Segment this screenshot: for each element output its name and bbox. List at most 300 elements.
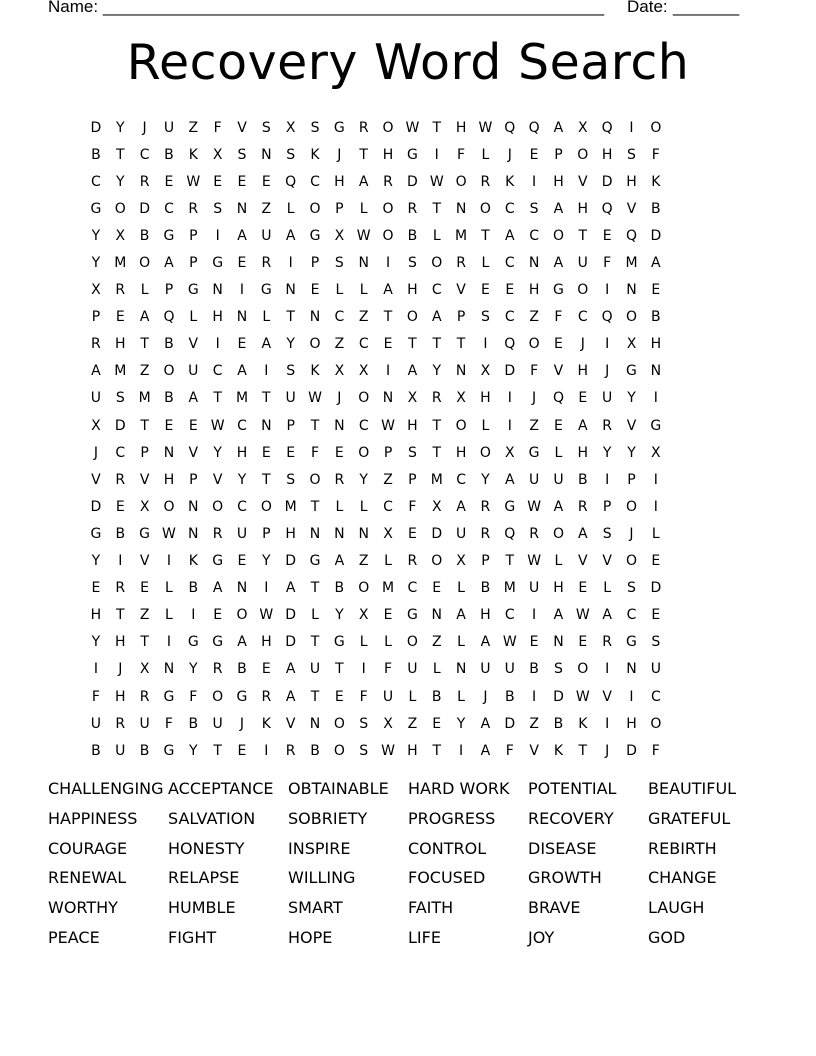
grid-letter: S: [627, 146, 637, 163]
grid-letter: U: [90, 715, 102, 732]
grid-letter: T: [140, 336, 150, 353]
grid-letter: H: [553, 173, 565, 190]
grid-letter: T: [140, 634, 150, 651]
grid-letter: E: [505, 282, 515, 299]
grid-letter: A: [480, 715, 491, 732]
grid-letter: C: [407, 580, 418, 597]
grid-letter: T: [213, 390, 223, 407]
grid-letter: A: [602, 607, 613, 624]
grid-letter: H: [480, 607, 492, 624]
grid-row: [84, 548, 732, 575]
grid-letter: S: [407, 444, 418, 461]
grid-letter: D: [285, 607, 297, 624]
grid-letter: G: [236, 688, 248, 705]
grid-letter: L: [286, 200, 296, 217]
grid-letter: B: [407, 227, 418, 244]
grid-letter: L: [554, 444, 563, 461]
grid-letter: P: [310, 255, 320, 272]
grid-letter: C: [383, 498, 394, 515]
grid-letter: Y: [91, 553, 101, 570]
grid-letter: T: [408, 336, 418, 353]
grid-letter: O: [309, 200, 322, 217]
grid-letter: H: [407, 282, 419, 299]
grid-letter: O: [309, 336, 322, 353]
word-list-item: SOBRIETY: [288, 808, 368, 828]
grid-letter: S: [627, 580, 637, 597]
grid-letter: E: [334, 444, 345, 461]
grid-letter: A: [358, 173, 369, 190]
grid-letter: B: [431, 688, 443, 705]
grid-letter: O: [625, 553, 638, 570]
grid-letter: P: [140, 444, 150, 461]
grid-letter: B: [139, 742, 150, 759]
grid-letter: M: [138, 390, 152, 407]
grid-letter: E: [432, 715, 442, 732]
grid-letter: H: [163, 471, 175, 488]
grid-letter: I: [191, 607, 196, 624]
grid-letter: W: [405, 119, 420, 136]
grid-letter: H: [115, 336, 127, 353]
grid-letter: A: [578, 525, 589, 542]
grid-letter: E: [164, 417, 174, 434]
grid-letter: H: [115, 688, 127, 705]
grid-letter: O: [260, 498, 273, 515]
grid-letter: Y: [432, 363, 442, 380]
grid-letter: G: [406, 146, 419, 163]
grid-row: [84, 385, 732, 412]
grid-letter: U: [528, 471, 540, 488]
grid-letter: I: [605, 471, 610, 488]
word-list-item: JOY: [528, 927, 555, 947]
grid-letter: B: [139, 227, 150, 244]
word-list-item: LIFE: [408, 927, 441, 947]
grid-letter: Y: [262, 553, 272, 570]
grid-letter: P: [456, 309, 466, 326]
grid-letter: K: [310, 146, 321, 163]
grid-letter: K: [310, 363, 321, 380]
grid-letter: O: [114, 200, 127, 217]
word-list-item: COURAGE: [48, 838, 128, 858]
grid-letter: X: [504, 444, 516, 461]
grid-letter: T: [456, 336, 466, 353]
grid-letter: W: [527, 553, 542, 570]
grid-letter: L: [384, 634, 393, 651]
grid-letter: R: [139, 173, 150, 190]
grid-letter: N: [261, 417, 273, 434]
grid-letter: I: [459, 742, 464, 759]
grid-letter: R: [383, 173, 394, 190]
grid-letter: Y: [189, 661, 199, 678]
grid-letter: T: [140, 417, 150, 434]
grid-letter: O: [650, 119, 662, 136]
grid-letter: B: [237, 661, 248, 678]
grid-letter: V: [91, 471, 102, 488]
grid-letter: E: [237, 553, 247, 570]
grid-letter: A: [285, 227, 296, 244]
grid-letter: L: [335, 498, 344, 515]
grid-letter: Z: [261, 200, 272, 217]
grid-letter: A: [578, 417, 589, 434]
grid-letter: H: [626, 715, 638, 732]
grid-letter: N: [334, 417, 346, 434]
grid-letter: N: [309, 715, 321, 732]
grid-letter: E: [237, 742, 247, 759]
grid-letter: U: [188, 363, 199, 380]
grid-letter: H: [528, 282, 540, 299]
grid-letter: N: [626, 661, 638, 678]
grid-letter: O: [552, 227, 565, 244]
grid-letter: G: [309, 553, 321, 570]
grid-letter: E: [602, 227, 613, 244]
grid-letter: B: [651, 309, 662, 326]
grid-letter: N: [163, 661, 175, 678]
grid-letter: S: [359, 742, 369, 759]
grid-letter: A: [431, 309, 443, 326]
grid-row: [84, 304, 732, 331]
grid-letter: E: [261, 173, 272, 190]
grid-letter: E: [651, 607, 661, 624]
grid-letter: O: [479, 200, 492, 217]
grid-letter: L: [457, 634, 466, 651]
grid-letter: G: [187, 634, 200, 651]
grid-letter: Y: [359, 471, 369, 488]
grid-letter: A: [188, 390, 199, 407]
grid-letter: I: [288, 255, 294, 272]
grid-letter: E: [334, 688, 345, 705]
grid-letter: C: [529, 227, 540, 244]
grid-letter: O: [382, 227, 395, 244]
grid-letter: D: [90, 119, 102, 136]
grid-letter: T: [432, 742, 442, 759]
grid-letter: C: [504, 200, 516, 217]
grid-letter: C: [358, 336, 370, 353]
grid-letter: P: [335, 200, 345, 217]
word-list-item: HUMBLE: [168, 898, 236, 918]
grid-letter: R: [358, 119, 370, 136]
grid-letter: F: [359, 688, 369, 705]
grid-letter: J: [507, 146, 513, 163]
grid-letter: N: [236, 200, 248, 217]
grid-row: [84, 331, 732, 358]
grid-letter: F: [164, 715, 174, 732]
date-blank-line: _______: [673, 0, 740, 16]
grid-letter: L: [262, 309, 271, 326]
grid-letter: A: [383, 282, 394, 299]
grid-letter: B: [188, 715, 199, 732]
grid-letter: X: [456, 390, 467, 407]
word-list-item: GRATEFUL: [648, 808, 731, 828]
grid-letter: A: [456, 607, 467, 624]
grid-letter: L: [165, 580, 174, 597]
grid-letter: Q: [552, 390, 565, 407]
grid-letter: C: [504, 607, 516, 624]
grid-letter: L: [335, 282, 344, 299]
grid-letter: X: [358, 607, 369, 624]
grid-letter: Z: [139, 607, 150, 624]
grid-letter: B: [577, 471, 589, 488]
grid-letter: R: [602, 634, 613, 651]
grid-letter: C: [237, 417, 248, 434]
grid-letter: Q: [528, 119, 541, 136]
word-list-item: FIGHT: [168, 927, 217, 947]
grid-letter: T: [359, 146, 369, 163]
grid-letter: G: [626, 634, 638, 651]
grid-letter: H: [115, 634, 127, 651]
grid-letter: J: [337, 146, 342, 163]
grid-letter: E: [578, 634, 588, 651]
grid-letter: O: [455, 173, 468, 190]
grid-letter: A: [553, 498, 564, 515]
word-list-item: CONTROL: [408, 838, 487, 858]
grid-letter: L: [165, 607, 174, 624]
grid-letter: E: [651, 553, 661, 570]
grid-letter: Y: [91, 255, 101, 272]
grid-letter: T: [383, 309, 393, 326]
grid-letter: Y: [481, 471, 491, 488]
grid-letter: U: [528, 580, 540, 597]
grid-letter: V: [602, 688, 613, 705]
word-list-item: ACCEPTANCE: [168, 779, 274, 798]
grid-letter: Y: [115, 173, 126, 190]
grid-letter: L: [408, 688, 417, 705]
grid-letter: T: [286, 309, 296, 326]
grid-row: [84, 222, 732, 249]
grid-letter: T: [213, 742, 223, 759]
grid-letter: R: [212, 525, 223, 542]
grid-letter: W: [259, 607, 274, 624]
grid-letter: G: [406, 607, 419, 624]
grid-letter: E: [578, 580, 588, 597]
grid-row: [84, 249, 732, 276]
grid-letter: B: [91, 742, 102, 759]
grid-letter: K: [261, 715, 272, 732]
grid-letter: Y: [213, 444, 223, 461]
grid-letter: R: [285, 742, 297, 759]
grid-row: [84, 683, 732, 710]
grid-letter: V: [602, 553, 613, 570]
grid-letter: O: [577, 661, 589, 678]
grid-letter: Y: [627, 444, 637, 461]
grid-letter: H: [236, 444, 248, 461]
word-list-item: DISEASE: [528, 838, 597, 858]
grid-letter: B: [310, 742, 321, 759]
grid-letter: Y: [91, 227, 101, 244]
grid-letter: X: [383, 715, 394, 732]
grid-letter: T: [432, 336, 442, 353]
grid-letter: L: [603, 580, 612, 597]
grid-letter: I: [166, 634, 172, 651]
word-list-item: GOD: [648, 927, 686, 947]
grid-letter: T: [432, 200, 442, 217]
grid-letter: O: [552, 525, 565, 542]
grid-letter: N: [382, 390, 394, 407]
grid-letter: O: [382, 200, 395, 217]
grid-letter: Z: [407, 715, 418, 732]
grid-letter: A: [285, 688, 296, 705]
grid-letter: U: [285, 390, 297, 407]
grid-letter: S: [651, 634, 661, 651]
grid-letter: E: [237, 336, 247, 353]
grid-letter: O: [431, 255, 443, 272]
grid-letter: O: [236, 607, 248, 624]
grid-letter: F: [457, 146, 466, 163]
grid-letter: P: [189, 255, 199, 272]
grid-letter: F: [530, 363, 539, 380]
grid-letter: W: [478, 119, 493, 136]
grid-letter: O: [358, 580, 370, 597]
grid-letter: U: [602, 390, 613, 407]
grid-letter: I: [532, 688, 537, 705]
grid-letter: D: [626, 742, 638, 759]
grid-letter: K: [505, 173, 515, 190]
grid-letter: V: [553, 363, 564, 380]
grid-letter: A: [553, 255, 564, 272]
grid-letter: B: [164, 336, 175, 353]
grid-letter: B: [91, 146, 102, 163]
grid-letter: T: [335, 661, 345, 678]
grid-letter: X: [212, 146, 223, 163]
grid-letter: Q: [625, 227, 638, 244]
grid-letter: M: [114, 255, 127, 272]
grid-letter: C: [164, 200, 175, 217]
grid-letter: E: [286, 444, 296, 461]
grid-letter: X: [91, 282, 102, 299]
grid-letter: H: [455, 119, 467, 136]
grid-letter: O: [650, 715, 662, 732]
grid-letter: D: [90, 498, 102, 515]
grid-letter: F: [384, 661, 393, 678]
grid-letter: Q: [601, 309, 614, 326]
grid-letter: T: [578, 742, 588, 759]
grid-letter: E: [432, 580, 442, 597]
grid-letter: E: [529, 146, 540, 163]
grid-letter: P: [91, 309, 101, 326]
grid-letter: U: [407, 661, 419, 678]
grid-letter: X: [383, 525, 394, 542]
grid-letter: X: [91, 417, 102, 434]
grid-letter: A: [334, 553, 345, 570]
grid-letter: C: [237, 498, 248, 515]
grid-letter: Q: [504, 525, 516, 542]
grid-letter: S: [286, 471, 296, 488]
grid-letter: K: [553, 742, 564, 759]
grid-letter: V: [626, 417, 637, 434]
grid-letter: L: [457, 580, 466, 597]
grid-letter: F: [213, 119, 223, 136]
grid-letter: H: [577, 200, 589, 217]
grid-letter: N: [528, 255, 540, 272]
grid-letter: P: [262, 525, 272, 542]
word-list-item: WILLING: [288, 868, 356, 888]
grid-letter: X: [626, 336, 637, 353]
grid-letter: Y: [627, 390, 637, 407]
grid-letter: W: [502, 634, 518, 651]
grid-letter: O: [163, 363, 175, 380]
grid-letter: M: [114, 363, 127, 380]
grid-row: [84, 520, 732, 547]
grid-letter: U: [261, 227, 272, 244]
grid-letter: T: [310, 688, 320, 705]
grid-letter: F: [189, 688, 198, 705]
grid-letter: X: [578, 119, 589, 136]
grid-letter: O: [455, 417, 468, 434]
grid-letter: D: [407, 173, 419, 190]
grid-letter: D: [285, 553, 297, 570]
grid-letter: H: [455, 444, 467, 461]
grid-letter: S: [286, 146, 296, 163]
grid-letter: S: [261, 119, 272, 136]
grid-letter: X: [651, 444, 662, 461]
grid-letter: I: [507, 390, 513, 407]
grid-letter: O: [212, 498, 224, 515]
grid-letter: N: [309, 309, 321, 326]
grid-letter: A: [504, 227, 516, 244]
grid-letter: N: [285, 282, 297, 299]
grid-letter: N: [163, 444, 175, 461]
grid-letter: M: [235, 390, 249, 407]
grid-letter: J: [605, 742, 610, 759]
word-list-item: SMART: [288, 898, 343, 918]
grid-letter: H: [334, 173, 346, 190]
grid-letter: H: [407, 417, 419, 434]
grid-letter: X: [358, 363, 369, 380]
grid-letter: R: [115, 715, 126, 732]
grid-letter: D: [650, 580, 662, 597]
letter-grid: [84, 114, 732, 764]
grid-letter: V: [237, 119, 248, 136]
word-list-item: FOCUSED: [408, 868, 486, 888]
grid-letter: N: [553, 634, 565, 651]
word-list-item: PROGRESS: [408, 808, 496, 828]
grid-letter: N: [455, 661, 467, 678]
grid-letter: V: [188, 336, 199, 353]
grid-letter: H: [407, 742, 419, 759]
grid-letter: A: [480, 742, 491, 759]
grid-letter: R: [261, 255, 272, 272]
grid-letter: A: [480, 634, 491, 651]
grid-letter: W: [308, 390, 323, 407]
grid-letter: R: [480, 173, 491, 190]
grid-letter: B: [188, 580, 199, 597]
grid-letter: I: [215, 336, 221, 353]
grid-letter: O: [163, 498, 175, 515]
grid-letter: T: [115, 607, 126, 624]
grid-letter: H: [553, 580, 565, 597]
grid-letter: J: [118, 661, 123, 678]
grid-letter: L: [359, 498, 369, 515]
grid-letter: X: [334, 227, 345, 244]
grid-letter: X: [407, 390, 418, 407]
grid-letter: G: [163, 227, 175, 244]
grid-letter: R: [529, 525, 540, 542]
grid-letter: S: [554, 661, 564, 678]
grid-letter: C: [650, 688, 662, 705]
grid-letter: O: [577, 146, 589, 163]
grid-letter: B: [334, 580, 345, 597]
word-list-item: OBTAINABLE: [288, 779, 389, 798]
grid-letter: U: [236, 525, 248, 542]
grid-letter: P: [189, 471, 199, 488]
grid-letter: E: [578, 390, 588, 407]
grid-letter: O: [139, 255, 151, 272]
grid-letter: E: [480, 282, 491, 299]
grid-letter: O: [479, 444, 492, 461]
grid-letter: N: [261, 146, 273, 163]
grid-letter: E: [383, 607, 393, 624]
grid-letter: P: [189, 227, 199, 244]
grid-letter: R: [456, 255, 467, 272]
grid-row: [84, 575, 732, 602]
